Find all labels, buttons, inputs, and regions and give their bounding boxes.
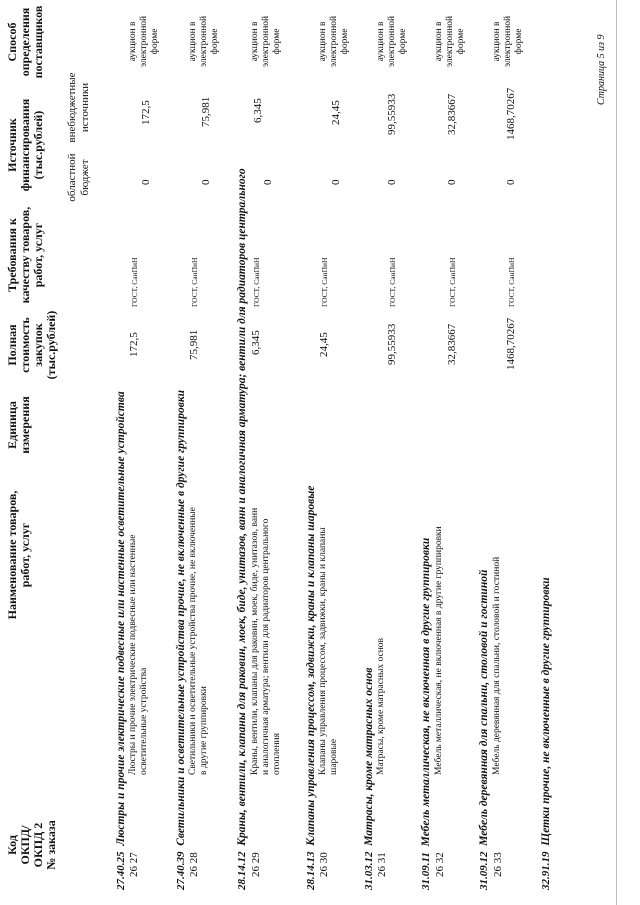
section-title: 27.40.25 Люстры и прочие электрические подвесные или настенные осветительные устройства — [115, 391, 127, 890]
section-title: 28.14.13 Клапаны управления процессом, задвижки, краны и клапаны шаровые — [305, 485, 317, 890]
item-cost: 172,5 — [128, 332, 140, 357]
funding-regional: 0 — [140, 179, 152, 185]
funding-extra: 32,83667 — [446, 93, 458, 135]
row-number: 26 29 — [250, 852, 262, 877]
item-requirements: ГОСТ, СанПиН — [190, 257, 199, 307]
row-number: 26 32 — [434, 852, 446, 877]
procurement-method: аукцион в электронной форме — [250, 15, 282, 67]
funding-extra: 24,45 — [330, 100, 342, 125]
header-funding: Источник финансирования (тыс.рублей) — [5, 98, 45, 192]
item-description: Мебель деревянная для спальни, столовой и гостиной — [492, 556, 502, 775]
procurement-method: аукцион в электронной форме — [128, 15, 160, 67]
row-number: 26 28 — [188, 852, 200, 877]
item-requirements: ГОСТ, СанПиН — [448, 257, 457, 307]
funding-regional: 0 — [505, 179, 517, 185]
procurement-method: аукцион в электронной форме — [434, 15, 466, 67]
item-description: Краны, вентили, клапаны для раковин, моек, биде, унитазов, ванн и аналогичная арматура; вентили для радиаторов центрального отопления — [250, 507, 282, 775]
header-method: Способ определения поставщиков — [5, 5, 45, 79]
item-description: Матрасы, кроме матрасных основ — [376, 637, 386, 775]
item-cost: 1468,70267 — [505, 317, 517, 370]
item-requirements: ГОСТ, СанПиН — [507, 257, 516, 307]
funding-regional: 0 — [330, 179, 342, 185]
header-code: Код ОКПД/ ОКПД 2 № заказа — [5, 820, 58, 870]
funding-extra: 75,981 — [200, 96, 212, 127]
header-cost: Полная стоимость закупок (тыс.рублей) — [5, 310, 58, 380]
section-title: 31.09.12 Мебель деревянная для спальни, столовой и гостиной — [478, 569, 490, 890]
header-name: Наименование товаров, работ, услуг — [5, 490, 32, 620]
item-requirements: ГОСТ, СанПиН — [252, 257, 261, 307]
item-cost: 75,981 — [188, 329, 200, 360]
section-title: 27.40.39 Светильники и осветительные устройства прочие, не включенные в другие группировки — [175, 389, 187, 890]
row-number: 26 33 — [492, 852, 504, 877]
item-cost: 99,55933 — [386, 323, 398, 365]
item-requirements: ГОСТ, СанПиН — [130, 257, 139, 307]
item-description: Клапаны управления процессом, задвижки, краны и клапаны шаровые — [318, 527, 339, 775]
header-unit: Единица измерения — [5, 396, 32, 454]
item-description: Светильники и осветительные устройства прочие, не включенные в другие группировки — [188, 507, 209, 775]
funding-regional: 0 — [200, 179, 212, 185]
header-requirements: Требования к качеству товаров, работ, услуг — [5, 206, 45, 304]
procurement-method: аукцион в электронной форме — [492, 15, 524, 67]
row-number: 26 31 — [376, 852, 388, 877]
item-description: Мебель металлическая, не включенная в другие группировки — [434, 526, 444, 775]
row-number: 26 27 — [128, 852, 140, 877]
procurement-method: аукцион в электронной форме — [376, 15, 408, 67]
procurement-method: аукцион в электронной форме — [318, 15, 350, 67]
funding-extra: 6,345 — [252, 98, 264, 123]
item-cost: 24,45 — [318, 332, 330, 357]
funding-extra: 1468,70267 — [505, 87, 517, 140]
funding-regional: 0 — [386, 179, 398, 185]
item-description: Люстры и прочие электрические подвесные или настенные осветительные устройства — [128, 534, 149, 775]
funding-extra: 99,55933 — [386, 93, 398, 135]
item-cost: 6,345 — [250, 330, 262, 355]
procurement-method: аукцион в электронной форме — [188, 15, 220, 67]
section-title: 28.14.12 Краны, вентили, клапаны для раковин, моек, биде, унитазов, ванн и аналогичная арматура; вентили для радиаторов центрального — [236, 168, 248, 890]
funding-regional: 0 — [262, 179, 274, 185]
item-cost: 32,83667 — [446, 323, 458, 365]
item-requirements: ГОСТ, СанПиН — [320, 257, 329, 307]
section-title: 31.09.11 Мебель металлическая, не включенная в другие группировки — [420, 537, 432, 890]
header-funding-extra: внебюджетные источники — [66, 72, 91, 143]
header-funding-regional: областной бюджет — [66, 153, 91, 202]
funding-extra: 172,5 — [140, 100, 152, 125]
row-number: 26 30 — [318, 852, 330, 877]
funding-regional: 0 — [446, 179, 458, 185]
section-title: 31.03.12 Матрасы, кроме матрасных основ — [363, 667, 375, 890]
page-number: Страница 5 из 9 — [596, 34, 607, 105]
section-title: 32.91.19 Щетки прочие, не включенные в другие группировки — [540, 577, 552, 890]
item-requirements: ГОСТ, СанПиН — [388, 257, 397, 307]
